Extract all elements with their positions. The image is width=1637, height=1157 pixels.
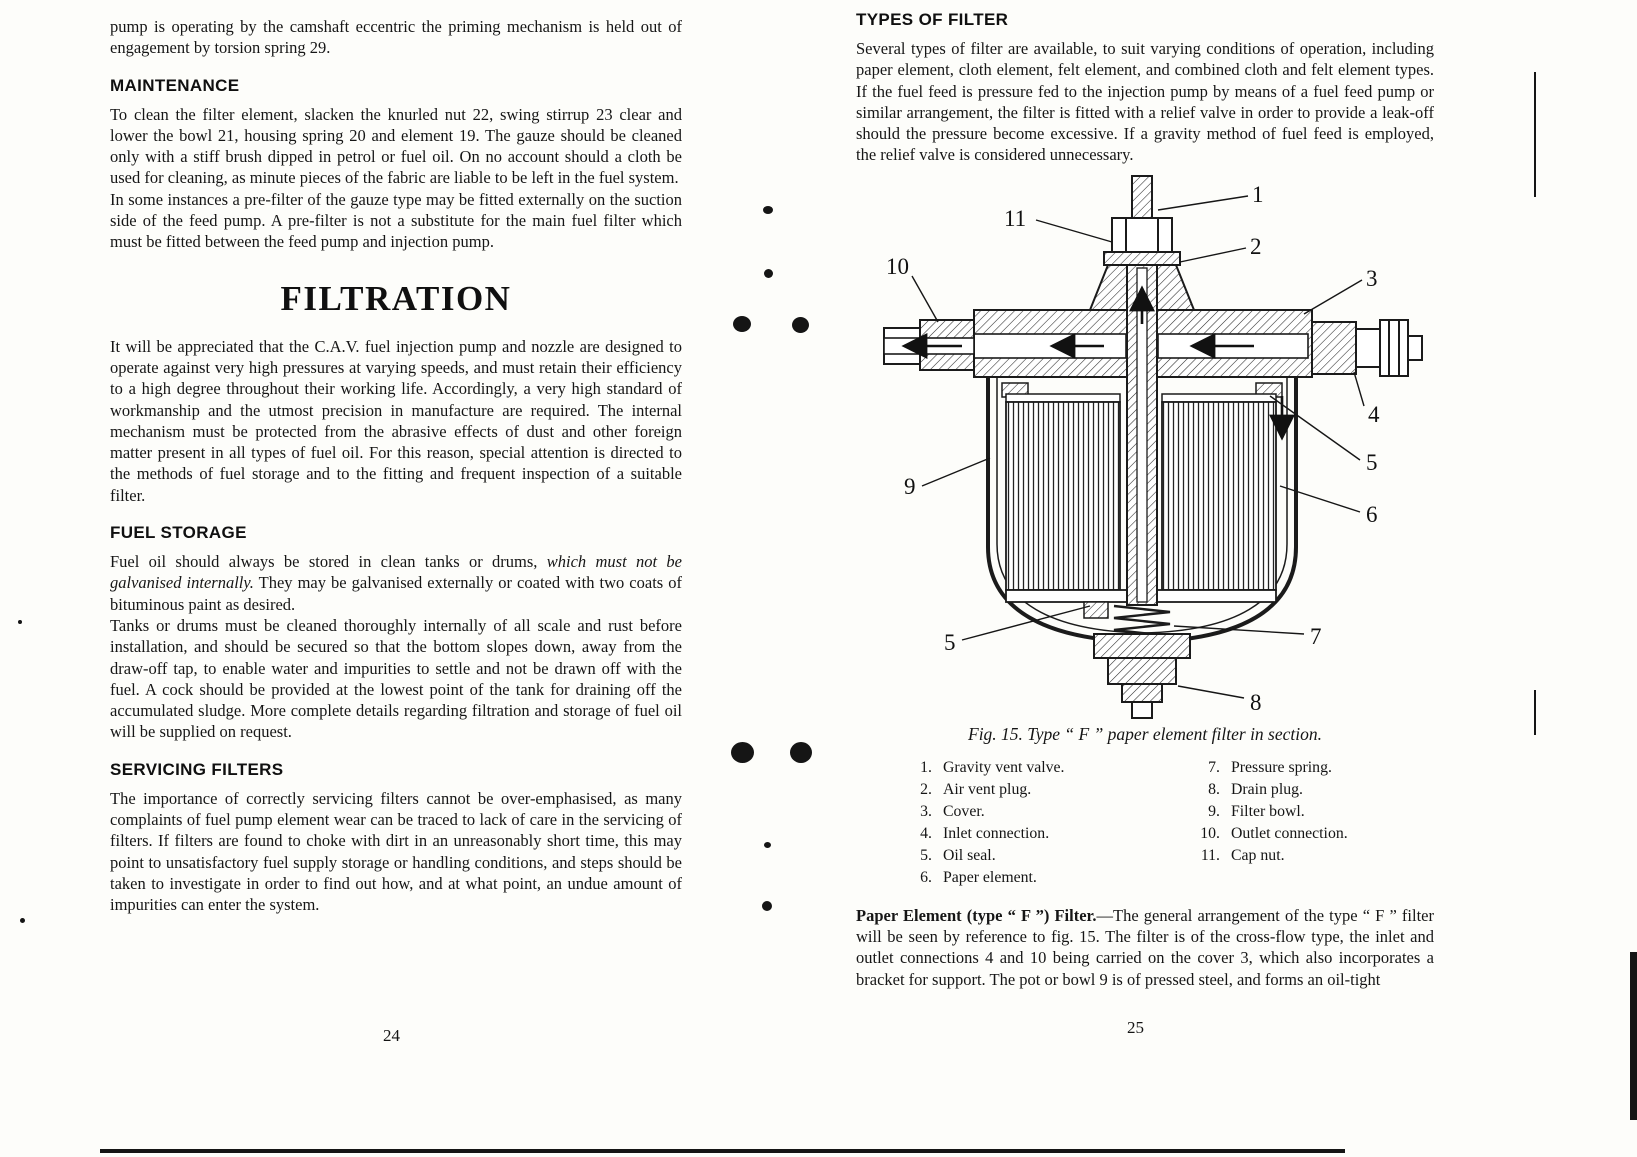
drain-plug-stem-part — [1122, 684, 1162, 702]
callout-4: 4 — [1368, 401, 1380, 427]
legend-number: 2. — [920, 780, 932, 798]
callout-5: 5 — [1366, 449, 1378, 475]
legend-number: 1. — [920, 758, 932, 776]
callout-11: 11 — [1004, 205, 1027, 231]
scan-artifact-bar — [100, 1149, 1345, 1153]
scan-artifact-strip — [1630, 952, 1637, 1120]
bowl-boss-part — [1094, 634, 1190, 658]
paragraph-fuel-storage-1 — [110, 551, 682, 615]
callout-9: 9 — [904, 473, 916, 499]
figure-legend — [856, 757, 1434, 889]
legend-label: Oil seal. — [943, 846, 996, 864]
legend-label: Filter bowl. — [1231, 802, 1305, 820]
inlet-union-part — [1356, 329, 1380, 367]
scan-artifact-dot — [20, 918, 25, 923]
oil-seal-lower-part — [1084, 602, 1108, 618]
legend-item-5 — [904, 845, 1192, 867]
scan-artifact-dot — [764, 842, 771, 848]
legend-label: Pressure spring. — [1231, 758, 1332, 776]
drain-plug-tip-part — [1132, 702, 1152, 718]
fuel-storage-text-a: Fuel oil should always be stored in clean tanks or drums, — [110, 552, 547, 572]
legend-number: 5. — [920, 846, 932, 864]
legend-label: Cover. — [943, 802, 985, 820]
heading-types-of-filter: TYPES OF FILTER — [856, 10, 1009, 29]
scan-artifact-dot — [792, 317, 809, 333]
page-number-right: 25 — [1127, 1018, 1144, 1037]
heading-maintenance: MAINTENANCE — [110, 75, 240, 95]
filter-cross-section-figure — [856, 172, 1434, 720]
paragraph-fuel-storage-2: Tanks or drums must be cleaned thoroughly internally of all scale and rust before installation, and should be secured so that the bottom slopes down, away from the draw-off tap, to enable water and impurities to settle and not be drawn off with the fuel. A cock should be provided at the lowest point of the tank for draining off the accumulated sludge. More complete details regarding filtration and storage of fuel oil will be supplied on request. — [110, 615, 682, 742]
inlet-boss-part — [1312, 322, 1356, 374]
callout-1: 1 — [1252, 181, 1264, 207]
paper-element-left-part — [1006, 402, 1120, 590]
paragraph-opening: pump is operating by the camshaft eccentric the priming mechanism is held out of engagement by torsion spring 29. — [110, 17, 682, 58]
legend-item-1 — [904, 757, 1192, 779]
scan-artifact-dot — [763, 206, 773, 214]
paragraph-paper-element — [856, 905, 1434, 990]
legend-item-3 — [904, 801, 1192, 823]
callout-7: 7 — [1310, 623, 1322, 649]
page-number-left: 24 — [383, 1026, 400, 1045]
callout-6: 6 — [1366, 501, 1378, 527]
heading-fuel-storage: FUEL STORAGE — [110, 523, 247, 543]
legend-number: 10. — [1200, 824, 1220, 842]
paragraph-maintenance-1: To clean the filter element, slacken the knurled nut 22, swing stirrup 23 clear and lower the bowl 21, housing spring 20 and element 19. The gauze should be cleaned only with a stiff brush dipped in petrol or fuel oil. On no account should a cloth be used for cleaning, as minute pieces of the fabric are liable to be left in the fuel system. — [110, 104, 682, 188]
inlet-bolt-head-part — [1380, 320, 1408, 376]
left-page-column — [110, 16, 682, 916]
legend-item-8 — [1192, 779, 1348, 801]
paragraph-types-of-filter-1: Several types of filter are available, to suit varying conditions of operation, including paper element, cloth element, felt element, and combined cloth and felt element types. If the fuel feed is pressure fed to the injection pump by means of a fuel feed pump or similar arrangement, the filter is fitted with a relief valve in order to provide a leak-off should the pressure become excessive. If a gravity method of fuel feed is employed, the relief valve is considered unnecessary. — [856, 39, 1434, 165]
heading-filtration: FILTRATION — [280, 278, 512, 318]
drain-plug-head-part — [1108, 658, 1176, 684]
right-page-column — [856, 10, 1434, 990]
legend-label: Inlet connection. — [943, 824, 1050, 842]
legend-item-11 — [1192, 845, 1348, 867]
legend-item-10 — [1192, 823, 1348, 845]
scan-artifact-dot — [733, 316, 751, 332]
callout-8: 8 — [1250, 689, 1262, 715]
scan-artifact-dot — [764, 269, 773, 278]
legend-number: 8. — [1208, 780, 1220, 798]
inlet-stud-part — [1408, 336, 1422, 360]
fuel-storage-text-italic: which must not be galvanised internally. — [110, 552, 682, 593]
fuel-storage-text-c: They may be galvanised externally or coated with two coats of bituminous paint as desired. — [110, 573, 682, 614]
legend-label: Cap nut. — [1231, 846, 1285, 864]
legend-number: 11. — [1200, 846, 1220, 864]
legend-item-2 — [904, 779, 1192, 801]
legend-label: Gravity vent valve. — [943, 758, 1065, 776]
legend-item-7 — [1192, 757, 1348, 779]
scan-artifact-dot — [762, 901, 772, 911]
legend-item-6 — [904, 867, 1192, 889]
legend-label: Air vent plug. — [943, 780, 1032, 798]
legend-number: 3. — [920, 802, 932, 820]
legend-column-left — [904, 757, 1192, 889]
callout-10: 10 — [886, 253, 909, 279]
legend-label: Drain plug. — [1231, 780, 1303, 798]
paper-element-lead: Paper Element (type “ F ”) Filter. — [856, 905, 1097, 925]
legend-number: 6. — [920, 868, 932, 886]
paper-element-right-part — [1162, 402, 1276, 590]
legend-item-9 — [1192, 801, 1348, 823]
paragraph-maintenance-2: In some instances a pre-filter of the gauze type may be fitted externally on the suction side of the feed pump. A pre-filter is not a substitute for the main fuel filter which must be fitted between the feed pump and injection pump. — [110, 189, 682, 252]
paragraph-filtration-1: It will be appreciated that the C.A.V. fuel injection pump and nozzle are designed to operate against very high pressures at varying speeds, and must retain their efficiency to a high degree throughout their working life. Accordingly, a very high standard of workmanship and the utmost precision in manufacture are required. The internal mechanism must be protected from the abrasive effects of dust and other foreign matter present in all types of fuel oil. For this reason, special attention is directed to the methods of fuel storage and to the fitting and frequent inspection of a suitable filter. — [110, 336, 682, 505]
figure-wrap — [856, 172, 1434, 720]
legend-column-right — [1192, 757, 1348, 889]
scan-artifact-line — [1534, 690, 1536, 735]
scan-artifact-dot — [18, 620, 22, 624]
legend-label: Paper element. — [943, 868, 1037, 886]
cap-nut-part — [1112, 218, 1172, 252]
legend-number: 9. — [1208, 802, 1220, 820]
callout-3: 3 — [1366, 265, 1378, 291]
legend-item-4 — [904, 823, 1192, 845]
figure-caption: Fig. 15. Type “ F ” paper element filter in section. — [968, 723, 1322, 744]
callout-2: 2 — [1250, 233, 1262, 259]
gravity-vent-valve-part — [1132, 176, 1152, 218]
scan-artifact-line — [1534, 72, 1536, 197]
legend-number: 7. — [1208, 758, 1220, 776]
air-vent-plug-part — [1104, 252, 1180, 265]
scan-artifact-dot — [731, 742, 754, 763]
heading-servicing-filters: SERVICING FILTERS — [110, 759, 284, 779]
callout-5b: 5 — [944, 629, 956, 655]
paper-element-body: —The general arrangement of the type “ F ” filter will be seen by reference to fig. 15. The filter is of the cross-flow type, the inlet and outlet connections 4 and 10 being carried on the cover 3, which also incorporates a bracket for support. The pot or bowl 9 is of pressed steel, and forms an oil-tight — [856, 905, 1434, 989]
legend-label: Outlet connection. — [1231, 824, 1348, 842]
scan-artifact-dot — [790, 742, 812, 763]
paragraph-servicing-filters-1: The importance of correctly servicing filters cannot be over-emphasised, as many complaints of fuel pump element wear can be traced to lack of care in the servicing of filters. If filters are found to choke with dirt in an unreasonably short time, this may point to unsatisfactory fuel supply storage or handling conditions, and steps should be taken to investigate in order to find out how, and at what point, an undue amount of impurities can enter the system. — [110, 788, 682, 915]
legend-number: 4. — [920, 824, 932, 842]
